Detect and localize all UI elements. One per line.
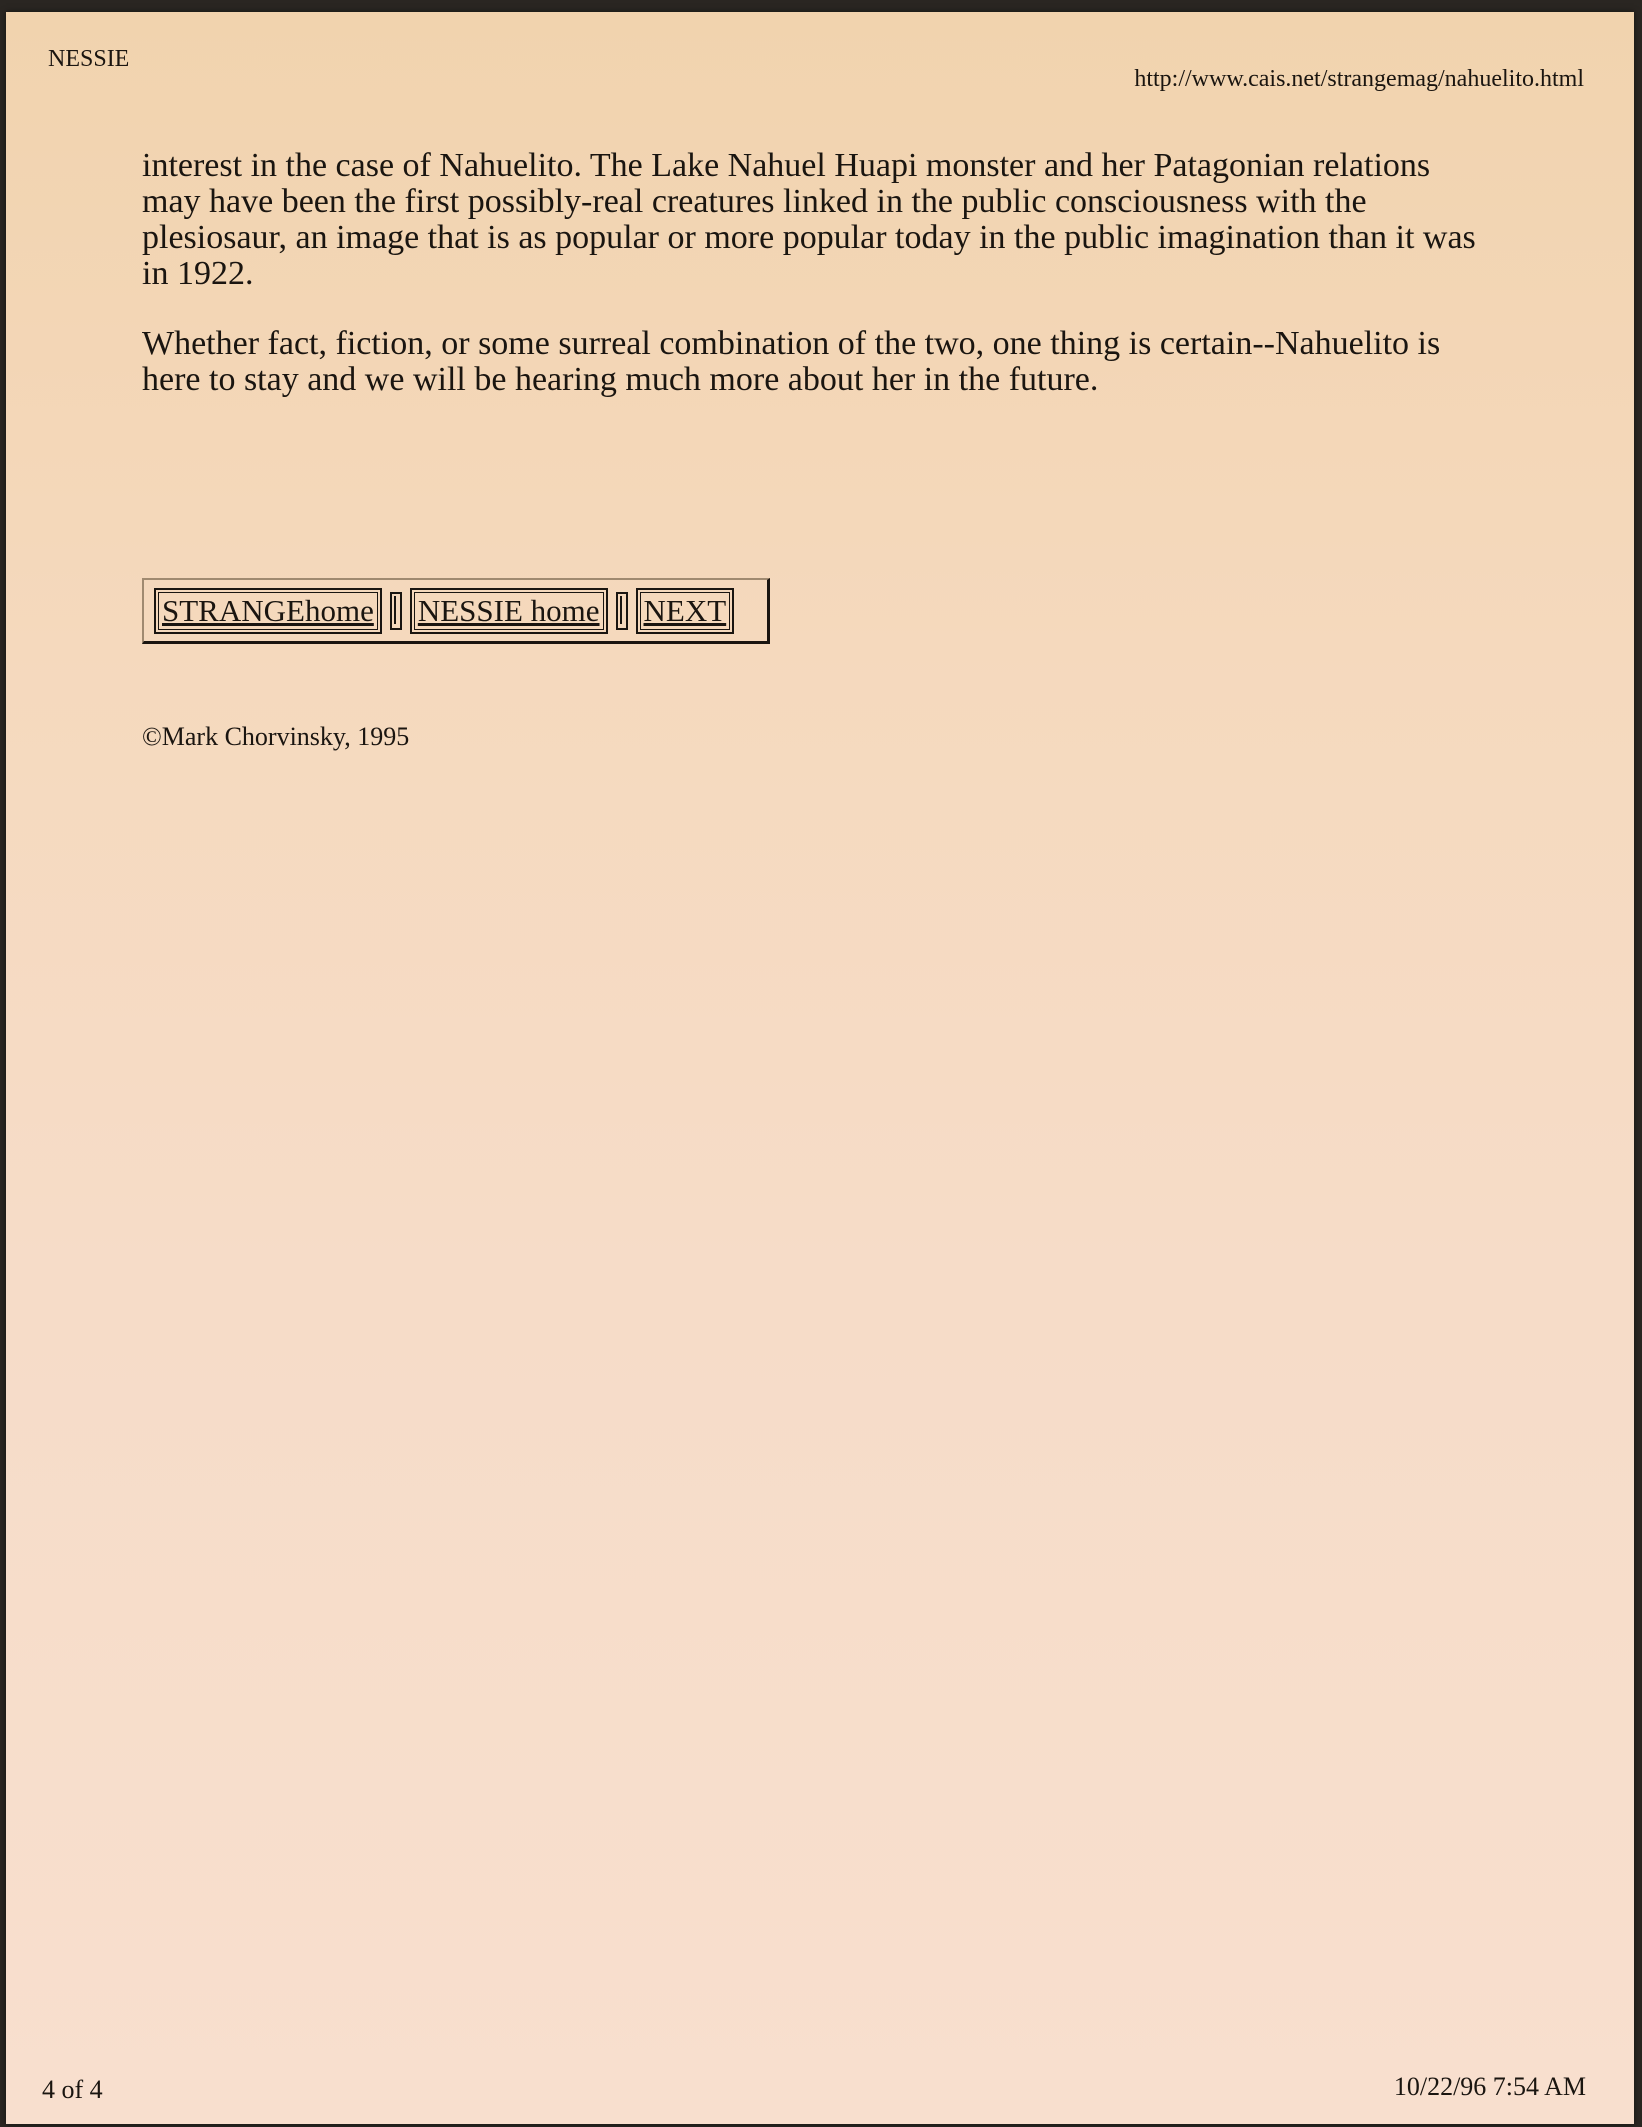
page-number: 4 of 4	[42, 2075, 103, 2104]
page-header-url: http://www.cais.net/strangemag/nahuelito.html	[1134, 66, 1584, 92]
paragraph: Whether fact, fiction, or some surreal combination of the two, one thing is certain--Nahuelito is here to stay and we will be hearing much more about her in the future.	[142, 325, 1441, 398]
nessie-home-label: NESSIE home	[414, 592, 604, 630]
navigation-bar	[142, 578, 770, 644]
print-datetime: 10/22/96 7:54 AM	[1393, 2072, 1586, 2101]
paragraph: interest in the case of Nahuelito. The Lake Nahuel Huapi monster and her Patagonian relations may have been the first possibly-real creatures linked in the public consciousness with the plesiosaur, an image that is as popular or more popular today in the public imagination than it was in 1922.	[142, 147, 1476, 292]
nessie-home-button[interactable]	[410, 588, 608, 634]
nav-separator	[616, 592, 628, 630]
strange-home-button[interactable]	[154, 588, 382, 634]
printed-page	[6, 12, 1634, 2124]
next-button[interactable]	[636, 588, 735, 634]
nav-separator	[390, 592, 402, 630]
next-label: NEXT	[640, 592, 731, 630]
copyright-notice: ©Mark Chorvinsky, 1995	[142, 722, 410, 751]
page-header-title: NESSIE	[48, 46, 130, 72]
article-body	[142, 148, 1492, 432]
strange-home-label: STRANGEhome	[158, 592, 378, 630]
